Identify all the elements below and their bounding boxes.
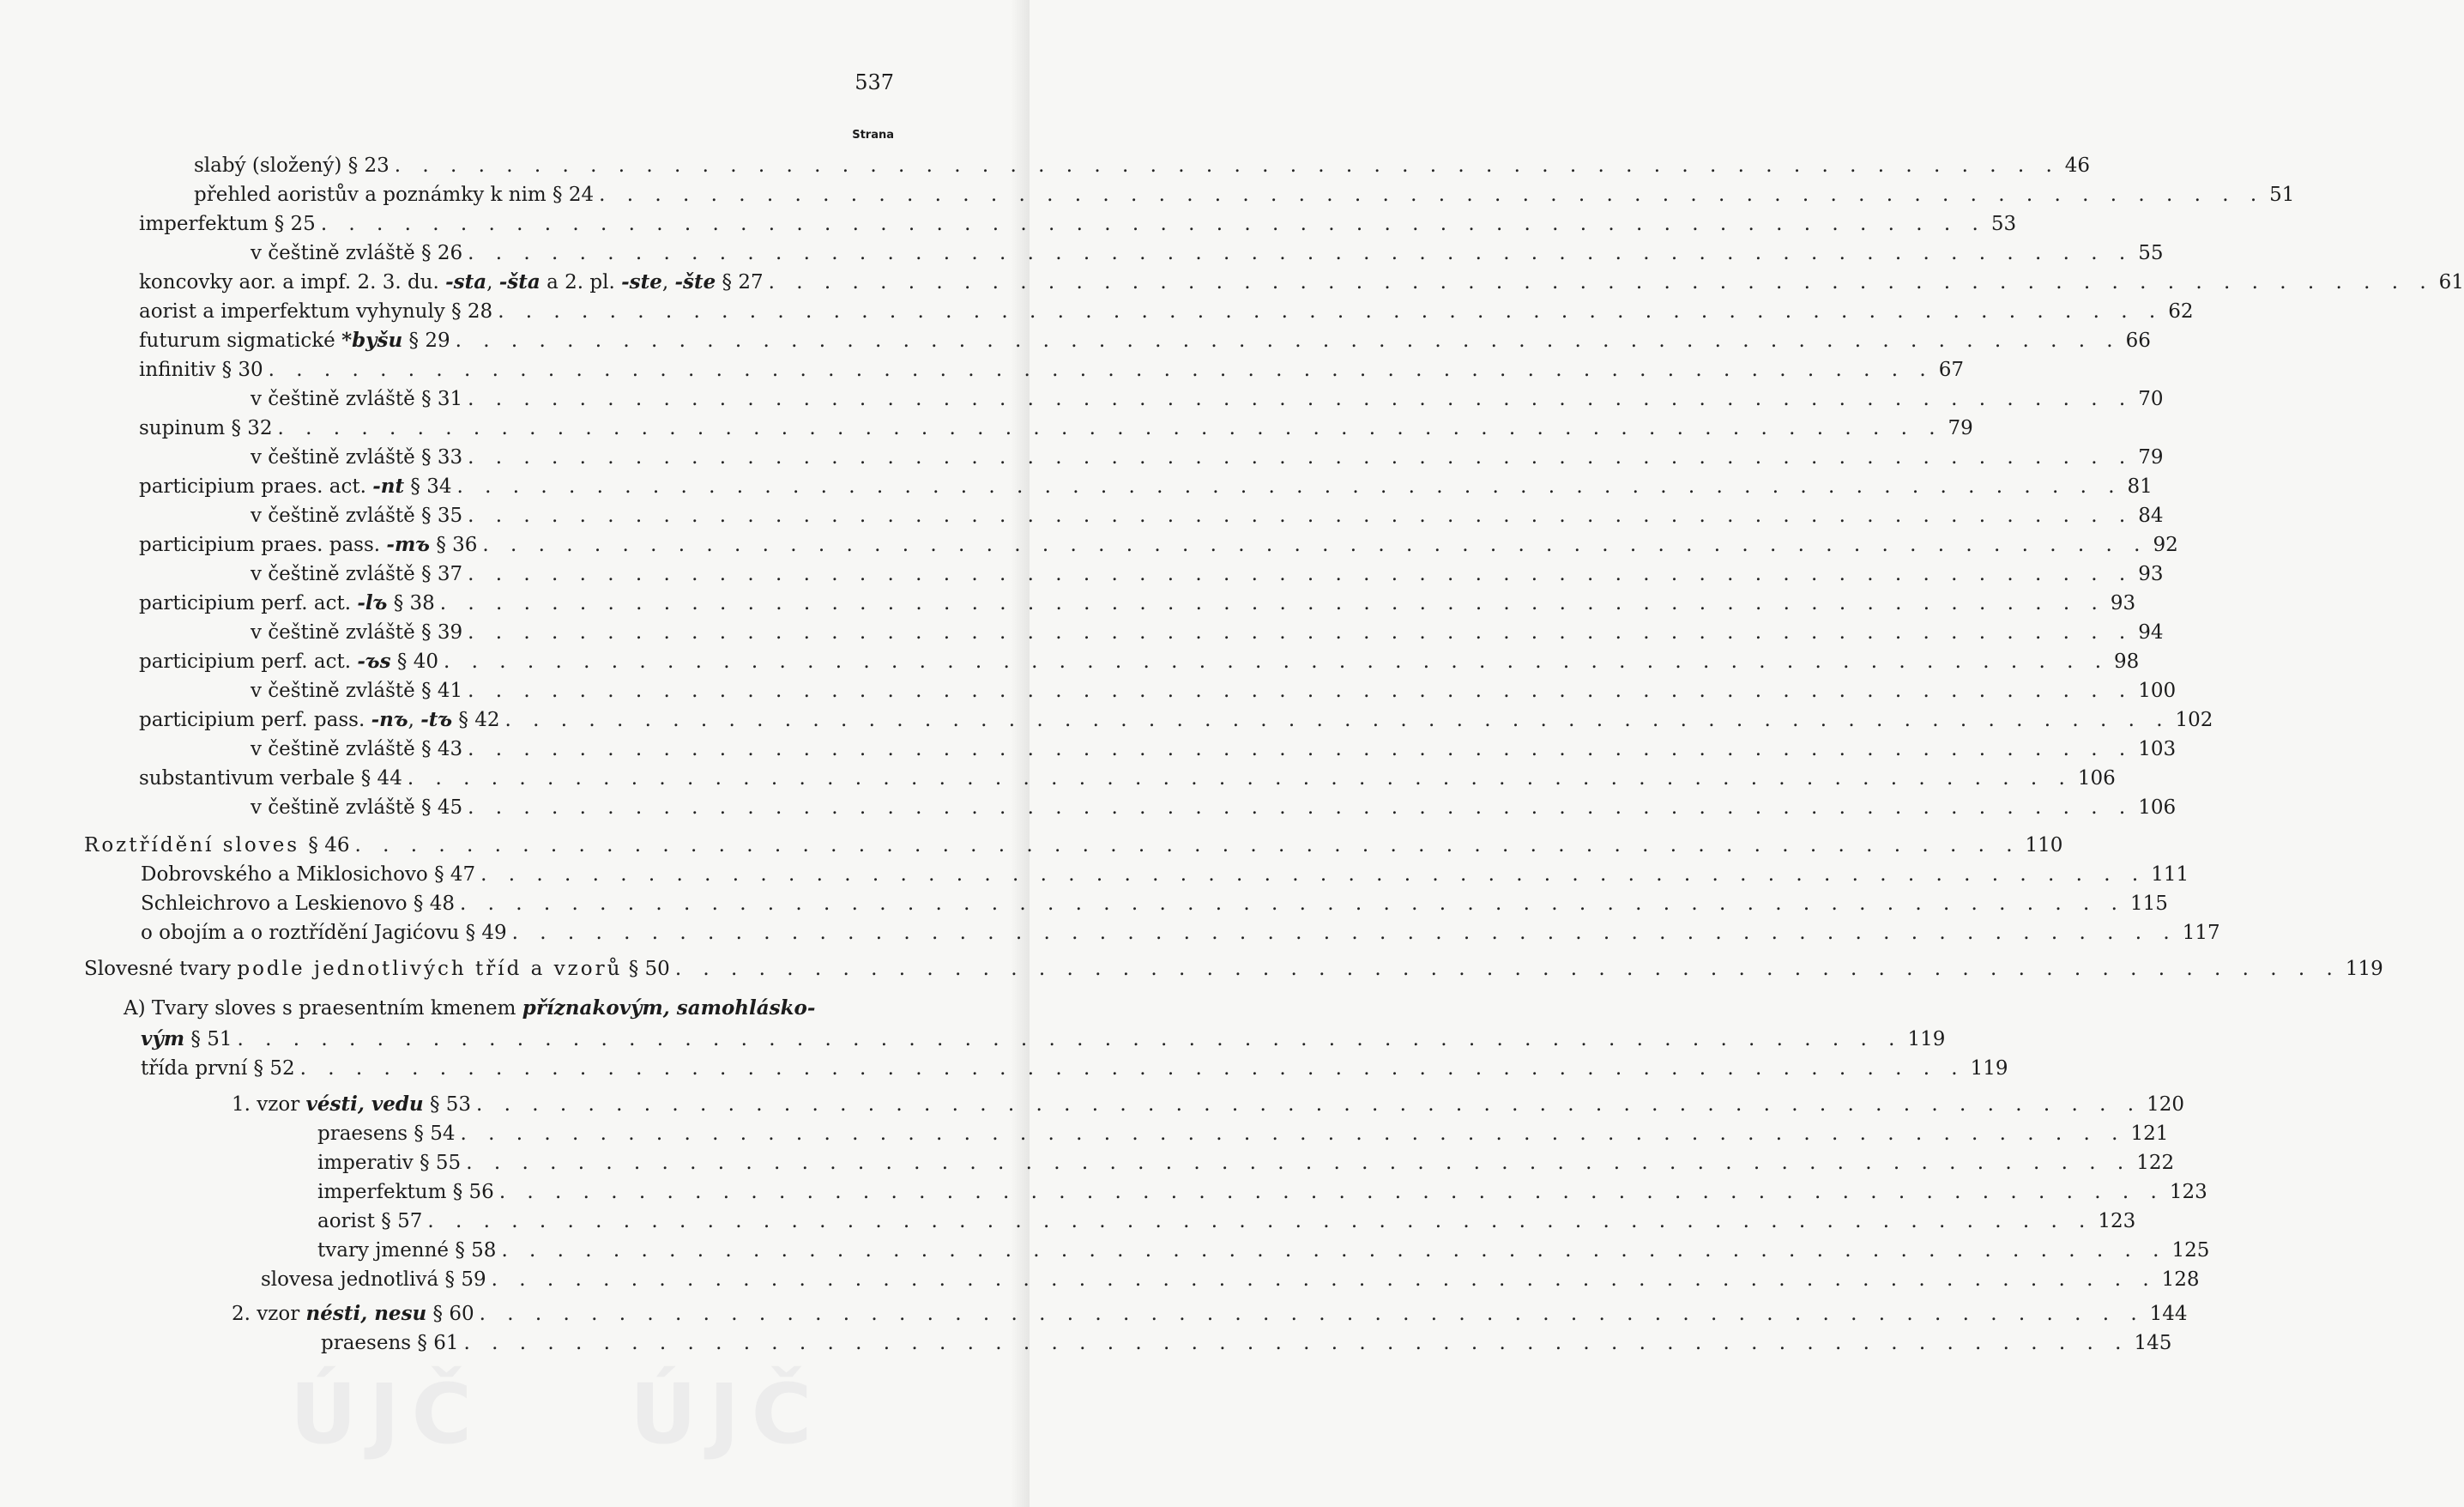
dot-leader: . . . . . . . . . . . . . . . . . . . . . . . . . . . . . . . . . . . . . . . . . . . . . . . . . . . . . . . . . . . . xyxy=(768,271,2434,294)
toc-entry-label: vým § 51 xyxy=(141,1027,233,1050)
toc-entry-label: imperativ § 55 xyxy=(317,1152,462,1174)
toc-entry-page: 100 xyxy=(2138,680,2177,702)
toc-entry xyxy=(141,918,2220,947)
toc-entry xyxy=(251,735,2177,764)
toc-entry-label: praesens § 61 xyxy=(321,1332,459,1354)
toc-entry-page: 119 xyxy=(1907,1028,1946,1050)
toc-entry xyxy=(251,239,2164,268)
toc-entry-label: 2. vzor nésti, nesu § 60 xyxy=(232,1302,474,1325)
dot-leader: . . . . . . . . . . . . . . . . . . . . . . . . . . . . . . . . . . . . . . . . . . . . . . . . . . . . . . . . . . . . xyxy=(468,242,2134,264)
dot-leader: . . . . . . . . . . . . . . . . . . . . . . . . . . . . . . . . . . . . . . . . . . . . . . . . . . . . . . . . . . . . xyxy=(427,1210,2093,1232)
toc-entry xyxy=(139,472,2153,501)
dot-leader: . . . . . . . . . . . . . . . . . . . . . . . . . . . . . . . . . . . . . . . . . . . . . . . . . . . . . . . . . . . . xyxy=(468,621,2134,644)
toc-entry xyxy=(251,793,2177,822)
toc-entry xyxy=(139,414,1973,443)
toc-entry xyxy=(317,1236,2210,1265)
page-column-label: Strana xyxy=(852,129,894,142)
toc-entry-page: 122 xyxy=(2136,1152,2175,1174)
toc-entry-page: 93 xyxy=(2138,563,2164,585)
toc-entry-label: aorist a imperfektum vyhynuly § 28 xyxy=(139,300,493,323)
toc-entry-label: Roztřídění sloves § 46 xyxy=(84,834,350,856)
toc-entry-label: imperfektum § 56 xyxy=(317,1181,494,1203)
toc-entry-page: 62 xyxy=(2168,300,2194,323)
toc-entry-label: Schleichrovo a Leskienovo § 48 xyxy=(141,893,455,915)
toc-entry xyxy=(139,589,2136,618)
toc-entry xyxy=(84,954,2383,983)
toc-entry xyxy=(232,1299,2188,1328)
toc-entry-page: 103 xyxy=(2138,738,2177,760)
toc-entry-label: futurum sigmatické *byšu § 29 xyxy=(139,329,450,352)
toc-entry-label: tvary jmenné § 58 xyxy=(317,1239,497,1262)
toc-entry-page: 70 xyxy=(2138,388,2164,410)
dot-leader: . . . . . . . . . . . . . . . . . . . . . . . . . . . . . . . . . . . . . . . . . . . . . . . . . . . . . . . . . . . . xyxy=(459,893,2125,915)
toc-entry-page: 93 xyxy=(2110,592,2136,614)
dot-leader: . . . . . . . . . . . . . . . . . . . . . . . . . . . . . . . . . . . . . . . . . . . . . . . . . . . . . . . . . . . . xyxy=(468,563,2134,585)
dot-leader: . . . . . . . . . . . . . . . . . . . . . . . . . . . . . . . . . . . . . . . . . . . . . . . . . . . . . . . . . . . . xyxy=(468,738,2134,760)
dot-leader: . . . . . . . . . . . . . . . . . . . . . . . . . . . . . . . . . . . . . . . . . . . . . . . . . . . . . . . . . . . . xyxy=(468,680,2134,702)
toc-entry-page: 61 xyxy=(2438,271,2464,294)
toc-entry xyxy=(124,994,894,1023)
toc-entry xyxy=(139,764,2116,793)
toc-entry-page: 110 xyxy=(2025,834,2063,856)
toc-entry-page: 84 xyxy=(2138,505,2164,527)
toc-entry-page: 123 xyxy=(2098,1210,2136,1232)
dot-leader: . . . . . . . . . . . . . . . . . . . . . . . . . . . . . . . . . . . . . . . . . . . . . . . . . . . . . . . . . . . . xyxy=(407,767,2073,790)
dot-leader: . . . . . . . . . . . . . . . . . . . . . . . . . . . . . . . . . . . . . . . . . . . . . . . . . . . . . . . . . . . . xyxy=(468,796,2134,819)
toc-entry-page: 119 xyxy=(2345,958,2383,980)
dot-leader: . . . . . . . . . . . . . . . . . . . . . . . . . . . . . . . . . . . . . . . . . . . . . . . . . . . . . . . . . . . . xyxy=(498,300,2164,323)
toc-entry-label: koncovky aor. a impf. 2. 3. du. -sta, -šta a 2. pl. -ste, -šte § 27 xyxy=(139,270,764,294)
dot-leader: . . . . . . . . . . . . . . . . . . . . . . . . . . . . . . . . . . . . . . . . . . . . . . . . . . . . . . . . . . . . xyxy=(320,213,1986,235)
dot-leader: . . . . . . . . . . . . . . . . . . . . . . . . . . . . . . . . . . . . . . . . . . . . . . . . . . . . . . . . . . . . xyxy=(463,1332,2129,1354)
toc-entry-page: 55 xyxy=(2138,242,2164,264)
toc-entry-label: v češtině zvláště § 45 xyxy=(251,796,463,819)
toc-entry-label: aorist § 57 xyxy=(317,1210,423,1232)
toc-entry-page: 67 xyxy=(1938,359,1964,381)
dot-leader: . . . . . . . . . . . . . . . . . . . . . . . . . . . . . . . . . . . . . . . . . . . . . . . . . . . . . . . . . . . . xyxy=(394,154,2060,177)
toc-entry-label: v češtině zvláště § 31 xyxy=(251,388,463,410)
dot-leader: . . . . . . . . . . . . . . . . . . . . . . . . . . . . . . . . . . . . . . . . . . . . . . . . . . . . . . . . . . . . xyxy=(468,505,2134,527)
toc-entry xyxy=(139,297,2194,326)
dot-leader: . . . . . . . . . . . . . . . . . . . . . . . . . . . . . . . . . . . . . . . . . . . . . . . . . . . . . . . . . . . . xyxy=(466,1152,2132,1174)
dot-leader: . . . . . . . . . . . . . . . . . . . . . . . . . . . . . . . . . . . . . . . . . . . . . . . . . . . . . . . . . . . . xyxy=(444,651,2110,673)
toc-entry xyxy=(139,355,1964,384)
toc-entry-page: 81 xyxy=(2127,475,2153,498)
dot-leader: . . . . . . . . . . . . . . . . . . . . . . . . . . . . . . . . . . . . . . . . . . . . . . . . . . . . . . . . . . . . xyxy=(511,922,2177,944)
watermark xyxy=(290,1366,824,1462)
toc-entry xyxy=(317,1177,2207,1207)
toc-entry xyxy=(141,1054,2008,1083)
toc-entry xyxy=(317,1207,2136,1236)
toc-entry xyxy=(139,647,2140,676)
toc-entry-label: imperfektum § 25 xyxy=(139,213,316,235)
toc-entry xyxy=(317,1148,2175,1177)
toc-entry-label: v češtině zvláště § 43 xyxy=(251,738,463,760)
toc-entry xyxy=(251,384,2164,414)
toc-entry-label: v češtině zvláště § 39 xyxy=(251,621,463,644)
toc-entry-label: v češtině zvláště § 33 xyxy=(251,446,463,469)
toc-entry-label: A) Tvary sloves s praesentním kmenem příznakovým, samohlásko- xyxy=(124,996,816,1020)
dot-leader: . . . . . . . . . . . . . . . . . . . . . . . . . . . . . . . . . . . . . . . . . . . . . . . . . . . . . . . . . . . . xyxy=(482,534,2148,556)
toc-entry xyxy=(251,443,2164,472)
dot-leader: . . . . . . . . . . . . . . . . . . . . . . . . . . . . . . . . . . . . . . . . . . . . . . . . . . . . . . . . . . . . xyxy=(468,446,2134,469)
toc-entry xyxy=(251,560,2164,589)
toc-entry-page: 119 xyxy=(1970,1057,2008,1080)
toc-entry-page: 128 xyxy=(2161,1268,2200,1291)
dot-leader: . . . . . . . . . . . . . . . . . . . . . . . . . . . . . . . . . . . . . . . . . . . . . . . . . . . . . . . . . . . . xyxy=(455,330,2121,352)
toc-entry-label: participium praes. act. -nt § 34 xyxy=(139,475,452,498)
toc-entry-label: participium perf. pass. -nъ, -tъ § 42 xyxy=(139,708,500,731)
toc-entry-label: participium praes. pass. -mъ § 36 xyxy=(139,533,478,556)
dot-leader: . . . . . . . . . . . . . . . . . . . . . . . . . . . . . . . . . . . . . . . . . . . . . . . . . . . . . . . . . . . . xyxy=(491,1268,2157,1291)
toc-entry-label: o obojím a o roztřídění Jagićovu § 49 xyxy=(141,922,507,944)
dot-leader: . . . . . . . . . . . . . . . . . . . . . . . . . . . . . . . . . . . . . . . . . . . . . . . . . . . . . . . . . . . . xyxy=(456,475,2123,498)
toc-entry-label: infinitiv § 30 xyxy=(139,359,263,381)
toc-entry xyxy=(194,180,2295,209)
dot-leader: . . . . . . . . . . . . . . . . . . . . . . . . . . . . . . . . . . . . . . . . . . . . . . . . . . . . . . . . . . . . xyxy=(479,1303,2145,1325)
toc-entry-page: 106 xyxy=(2077,767,2116,790)
dot-leader: . . . . . . . . . . . . . . . . . . . . . . . . . . . . . . . . . . . . . . . . . . . . . . . . . . . . . . . . . . . . xyxy=(354,834,2020,856)
toc-entry-label: v češtině zvláště § 26 xyxy=(251,242,463,264)
page-number: 537 xyxy=(855,70,894,94)
toc-entry xyxy=(139,268,2464,297)
watermark-text-right: ÚJČ xyxy=(630,1366,824,1462)
dot-leader: . . . . . . . . . . . . . . . . . . . . . . . . . . . . . . . . . . . . . . . . . . . . . . . . . . . . . . . . . . . . xyxy=(674,958,2340,980)
dot-leader: . . . . . . . . . . . . . . . . . . . . . . . . . . . . . . . . . . . . . . . . . . . . . . . . . . . . . . . . . . . . xyxy=(439,592,2105,614)
toc-entry-label: supinum § 32 xyxy=(139,417,273,439)
toc-entry-label: 1. vzor vésti, vedu § 53 xyxy=(232,1092,472,1116)
toc-entry-page: 145 xyxy=(2134,1332,2172,1354)
toc-entry xyxy=(139,530,2178,560)
toc-entry-page: 120 xyxy=(2147,1093,2184,1116)
toc-entry-page: 98 xyxy=(2114,651,2140,673)
toc-entry-label: v češtině zvláště § 41 xyxy=(251,680,463,702)
toc-entry-page: 53 xyxy=(1990,213,2017,235)
toc-entry-label: slovesa jednotlivá § 59 xyxy=(261,1268,486,1291)
toc-entry-page: 79 xyxy=(1948,417,1973,439)
toc-entry xyxy=(251,676,2177,705)
toc-entry xyxy=(194,151,2091,180)
toc-entry-label: participium perf. act. -lъ § 38 xyxy=(139,591,435,614)
toc-entry-page: 106 xyxy=(2138,796,2177,819)
toc-entry xyxy=(84,831,2063,860)
toc-entry-page: 125 xyxy=(2171,1239,2210,1262)
toc-entry-label: Slovesné tvary podle jednotlivých tříd a vzorů § 50 xyxy=(84,958,670,980)
toc-entry-page: 111 xyxy=(2151,863,2189,886)
toc-entry xyxy=(141,889,2168,918)
toc-entry xyxy=(261,1265,2200,1294)
dot-leader: . . . . . . . . . . . . . . . . . . . . . . . . . . . . . . . . . . . . . . . . . . . . . . . . . . . . . . . . . . . . xyxy=(460,1123,2126,1145)
toc-entry-page: 51 xyxy=(2269,184,2295,206)
toc-entry-page: 94 xyxy=(2138,621,2164,644)
dot-leader: . . . . . . . . . . . . . . . . . . . . . . . . . . . . . . . . . . . . . . . . . . . . . . . . . . . . . . . . . . . . xyxy=(501,1239,2167,1262)
dot-leader: . . . . . . . . . . . . . . . . . . . . . . . . . . . . . . . . . . . . . . . . . . . . . . . . . . . . . . . . . . . . xyxy=(468,388,2134,410)
toc-entry-label: praesens § 54 xyxy=(317,1123,456,1145)
toc-entry-page: 46 xyxy=(2064,154,2091,177)
dot-leader: . . . . . . . . . . . . . . . . . . . . . . . . . . . . . . . . . . . . . . . . . . . . . . . . . . . . . . . . . . . . xyxy=(299,1057,1966,1080)
toc-entry xyxy=(141,1025,1946,1054)
dot-leader: . . . . . . . . . . . . . . . . . . . . . . . . . . . . . . . . . . . . . . . . . . . . . . . . . . . . . . . . . . . . xyxy=(504,709,2171,731)
toc-entry xyxy=(321,1328,2172,1358)
toc-entry-label: přehled aoristův a poznámky k nim § 24 xyxy=(194,184,595,206)
watermark-text-left: ÚJČ xyxy=(290,1366,485,1462)
toc-entry xyxy=(232,1090,2184,1119)
dot-leader: . . . . . . . . . . . . . . . . . . . . . . . . . . . . . . . . . . . . . . . . . . . . . . . . . . . . . . . . . . . . xyxy=(498,1181,2165,1203)
toc-entry-page: 144 xyxy=(2149,1303,2188,1325)
toc-entry-page: 66 xyxy=(2125,330,2151,352)
toc-entry xyxy=(141,860,2189,889)
toc-entry xyxy=(139,326,2151,355)
toc-entry-page: 102 xyxy=(2175,709,2213,731)
toc-entry-page: 117 xyxy=(2182,922,2220,944)
dot-leader: . . . . . . . . . . . . . . . . . . . . . . . . . . . . . . . . . . . . . . . . . . . . . . . . . . . . . . . . . . . . xyxy=(480,863,2147,886)
toc-entry-page: 92 xyxy=(2153,534,2178,556)
dot-leader: . . . . . . . . . . . . . . . . . . . . . . . . . . . . . . . . . . . . . . . . . . . . . . . . . . . . . . . . . . . . xyxy=(268,359,1934,381)
dot-leader: . . . . . . . . . . . . . . . . . . . . . . . . . . . . . . . . . . . . . . . . . . . . . . . . . . . . . . . . . . . . xyxy=(476,1093,2142,1116)
toc-entry-label: Dobrovského a Miklosichovo § 47 xyxy=(141,863,476,886)
toc-entry-label: třída první § 52 xyxy=(141,1057,295,1080)
toc-entry xyxy=(317,1119,2169,1148)
toc-entry xyxy=(139,705,2213,735)
toc-entry-page: 121 xyxy=(2130,1123,2169,1145)
dot-leader: . . . . . . . . . . . . . . . . . . . . . . . . . . . . . . . . . . . . . . . . . . . . . . . . . . . . . . . . . . . . xyxy=(237,1028,1903,1050)
toc-entry-label: slabý (složený) § 23 xyxy=(194,154,390,177)
toc-entry-label: v češtině zvláště § 35 xyxy=(251,505,463,527)
toc-entry-label: substantivum verbale § 44 xyxy=(139,767,402,790)
toc-entry xyxy=(251,618,2164,647)
toc-entry-label: participium perf. act. -ъs § 40 xyxy=(139,650,438,673)
toc-entry-page: 79 xyxy=(2138,446,2164,469)
dot-leader: . . . . . . . . . . . . . . . . . . . . . . . . . . . . . . . . . . . . . . . . . . . . . . . . . . . . . . . . . . . . xyxy=(277,417,1943,439)
toc-entry xyxy=(139,209,2017,239)
toc-entry-page: 115 xyxy=(2129,893,2168,915)
toc-entry-page: 123 xyxy=(2169,1181,2207,1203)
toc-entry xyxy=(251,501,2164,530)
dot-leader: . . . . . . . . . . . . . . . . . . . . . . . . . . . . . . . . . . . . . . . . . . . . . . . . . . . . . . . . . . . . xyxy=(599,184,2265,206)
toc-entry-label: v češtině zvláště § 37 xyxy=(251,563,463,585)
